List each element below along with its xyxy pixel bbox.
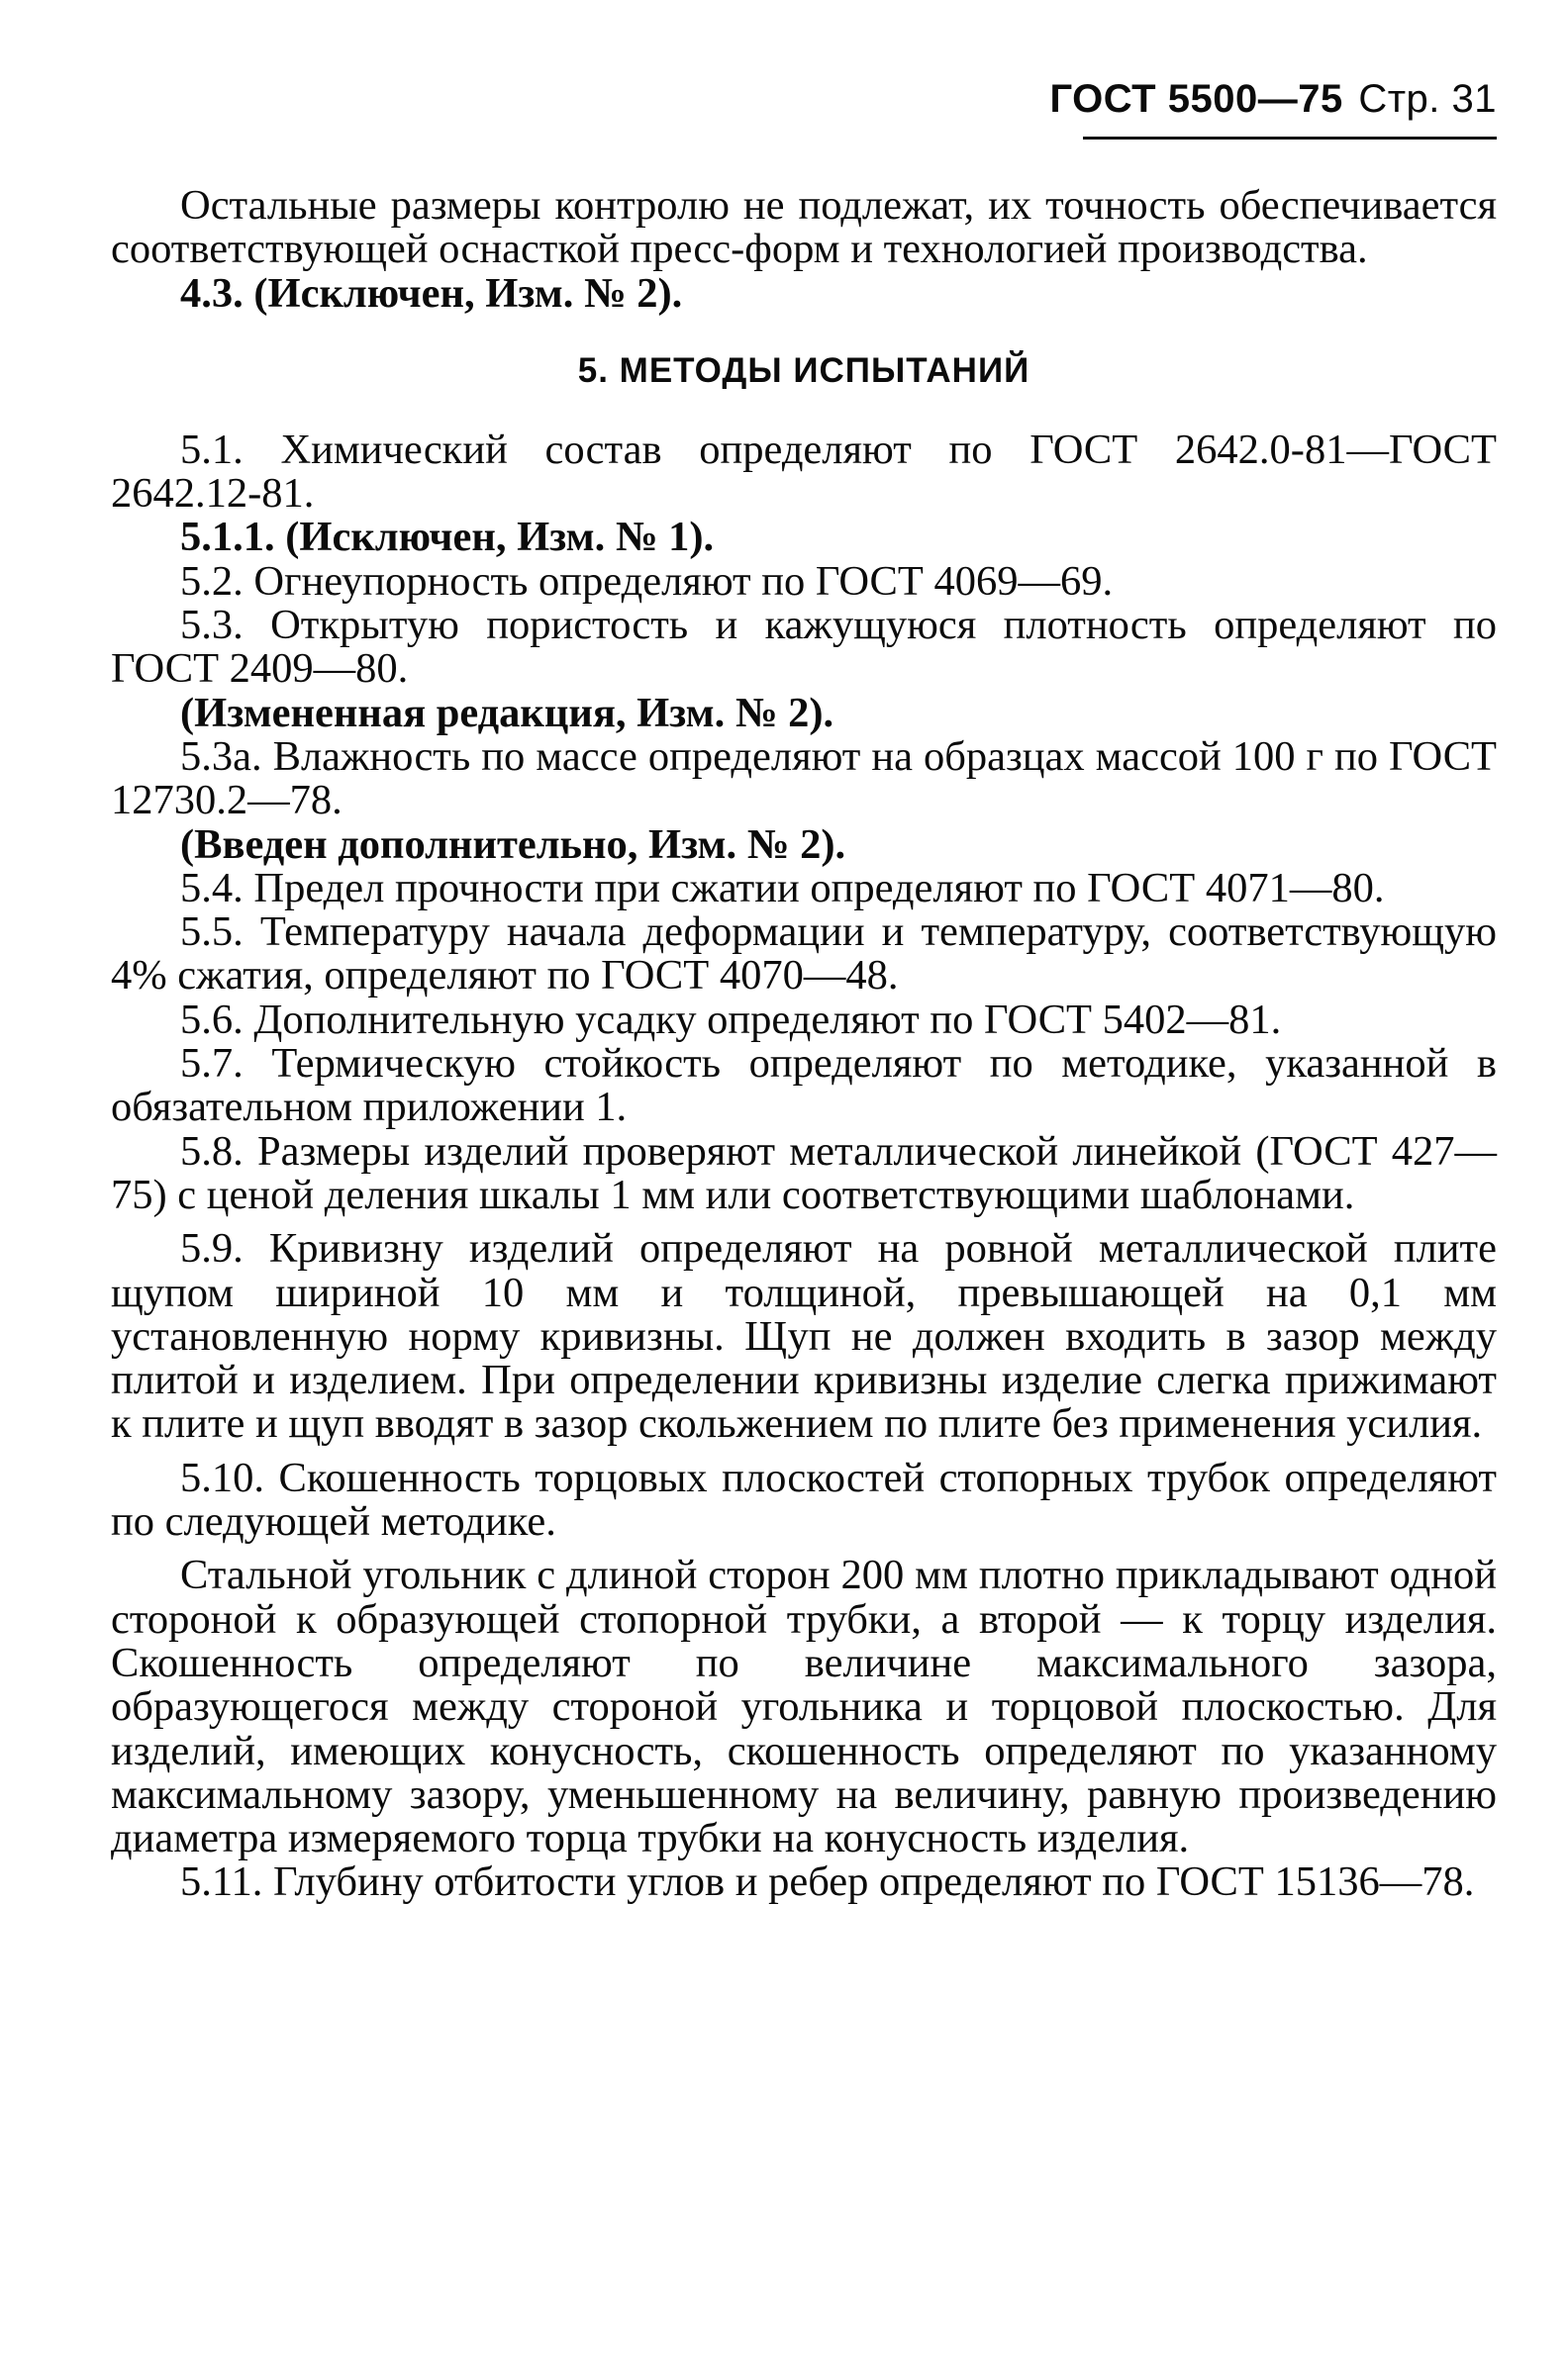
clause-5-2: 5.2. Огнеупорность определяют по ГОСТ 4069—69. <box>180 557 1114 605</box>
clause-4-3: 4.3. (Исключен, Изм. № 2). <box>180 269 683 317</box>
amendment-note-5-3a: (Введен дополнительно, Изм. № 2). <box>180 820 846 868</box>
clause-5-1-1: 5.1.1. (Исключен, Изм. № 1). <box>180 514 715 561</box>
clause-5-10-method: Стальной угольник с длиной сторон 200 мм плотно прикладывают одной стороной к образующей стопорной трубки, а второй — к торцу изделия. Скошенность определяют по величине максимального зазора, образующегося между стороной угольника и торцовой плоскостью. Для изделий, имеющих конусность, скошенность определяют по указанному максимальному зазору, уменьшенному на величину, равную произведению диаметра измеряемого торца трубки на конусность изделия. <box>111 1552 1497 1862</box>
clause-5-3: 5.3. Открытую пористость и кажущуюся плотность определяют по ГОСТ 2409—80. <box>111 602 1497 693</box>
amendment-note-5-3: (Измененная редакция, Изм. № 2). <box>180 689 834 736</box>
standard-code: ГОСТ 5500—75 <box>1049 77 1343 121</box>
page-number: Стр. 31 <box>1358 77 1497 121</box>
clause-5-11: 5.11. Глубину отбитости углов и ребер определяют по ГОСТ 15136—78. <box>180 1858 1475 1906</box>
section-title: 5. МЕТОДЫ ИСПЫТАНИЙ <box>577 350 1030 390</box>
clause-5-7: 5.7. Термическую стойкость определяют по методике, указанной в обязательном приложении 1. <box>111 1040 1497 1131</box>
clause-5-4: 5.4. Предел прочности при сжатии определяют по ГОСТ 4071—80. <box>180 864 1385 911</box>
clause-5-6: 5.6. Дополнительную усадку определяют по ГОСТ 5402—81. <box>180 996 1282 1043</box>
body-text <box>111 184 1497 1905</box>
clause-5-1: 5.1. Химический состав определяют по ГОСТ 2642.0-81—ГОСТ 2642.12-81. <box>111 426 1497 518</box>
document-page <box>111 0 1497 2380</box>
clause-5-3a: 5.3а. Влажность по массе определяют на образцах массой 100 г по ГОСТ 12730.2—78. <box>111 732 1497 824</box>
clause-5-5: 5.5. Температуру начала деформации и температуру, соответствующую 4% сжатия, определяют по ГОСТ 4070—48. <box>111 908 1497 1000</box>
running-header <box>1050 77 1497 122</box>
paragraph-continuation: Остальные размеры контролю не подлежат, их точность обеспечивается соответствующей оснасткой пресс-форм и технологией производства. <box>111 182 1497 273</box>
clause-5-10: 5.10. Скошенность торцовых плоскостей стопорных трубок определяют по следующей методике. <box>111 1454 1497 1546</box>
header-rule <box>1083 137 1497 140</box>
clause-5-9: 5.9. Кривизну изделий определяют на ровной металлической плите щупом шириной 10 мм и толщиной, превышающей на 0,1 мм установленную норму кривизны. Щуп не должен входить в зазор между плитой и изделием. При определении кривизны изделие слегка прижимают к плите и щуп вводят в зазор скольжением по плите без применения усилия. <box>111 1225 1497 1448</box>
clause-5-8: 5.8. Размеры изделий проверяют металлической линейкой (ГОСТ 427—75) с ценой деления шкалы 1 мм или соответствующими шаблонами. <box>111 1127 1497 1218</box>
